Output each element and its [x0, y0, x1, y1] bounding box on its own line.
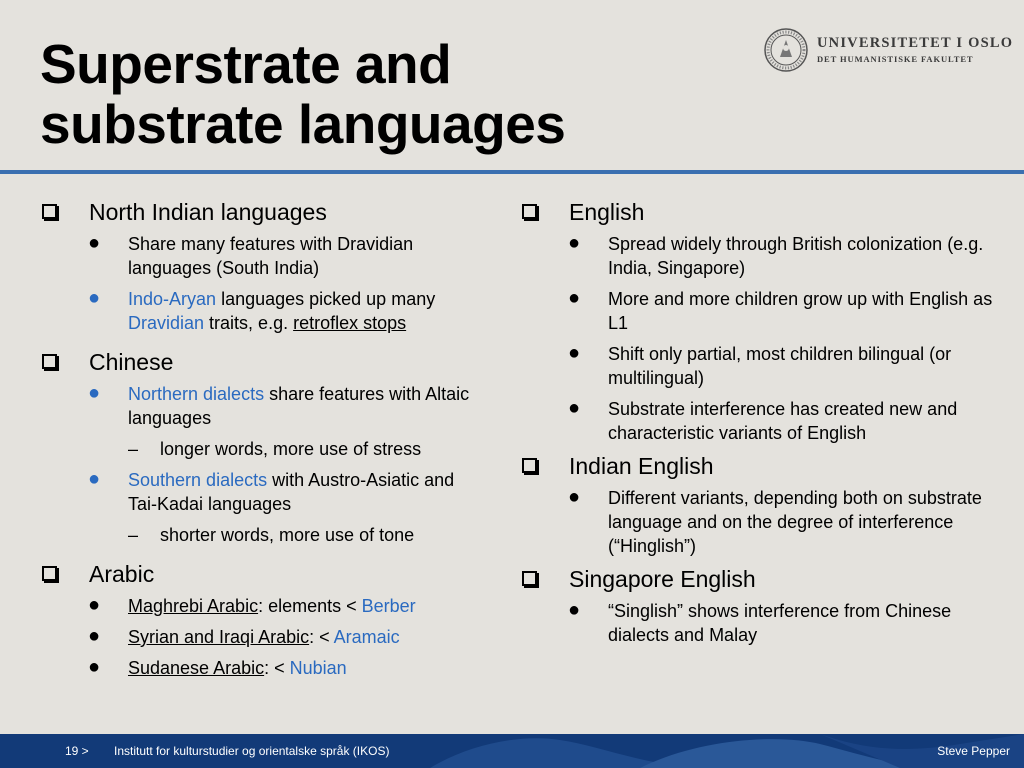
list-item: ● Syrian and Iraqi Arabic: < Aramaic — [88, 625, 400, 647]
footer-bar — [0, 734, 1024, 768]
link-southern-dialects[interactable]: Southern dialects — [128, 470, 268, 490]
bullet-icon: ● — [88, 287, 101, 309]
title-line-2: substrate languages — [40, 93, 566, 155]
link-nubian[interactable]: Nubian — [289, 658, 347, 678]
list-item: ● Sudanese Arabic: < Nubian — [88, 656, 347, 678]
bullet-icon: ● — [88, 656, 101, 678]
bullet-icon: ● — [568, 397, 581, 419]
heading-indian-english: Indian English — [569, 453, 714, 479]
list-item: ● “Singlish” shows interference from Chinese dialects and Malay — [568, 599, 952, 645]
bullet-icon: ● — [568, 486, 581, 508]
dash-bullet: – — [128, 439, 139, 459]
heading-north-indian: North Indian languages — [89, 199, 327, 225]
list-item: – longer words, more use of stress — [128, 439, 422, 459]
dash-bullet: – — [128, 525, 139, 545]
bullet-icon: ● — [88, 594, 101, 616]
checkbox-bullet-icon — [522, 204, 537, 219]
list-item — [520, 452, 1000, 480]
list-item: ● Different variants, depending both on substrate language and on the degree of interference (“Hinglish”) — [568, 486, 982, 556]
link-indo-aryan[interactable]: Indo-Aryan — [128, 289, 217, 309]
heading-chinese: Chinese — [89, 349, 174, 375]
slide-title — [40, 34, 565, 154]
list-item: ● Substrate interference has created new and characteristic variants of English — [568, 397, 958, 443]
list-item — [40, 560, 480, 588]
checkbox-bullet-icon — [42, 204, 57, 219]
checkbox-bullet-icon — [42, 566, 57, 581]
link-retroflex-stops[interactable]: retroflex stops — [293, 313, 407, 333]
checkbox-bullet-icon — [522, 458, 537, 473]
title-line-1: Superstrate and — [40, 33, 452, 95]
link-sudanese-arabic[interactable]: Sudanese Arabic — [128, 658, 265, 678]
list-item: ● Share many features with Dravidian languages (South India) — [88, 232, 414, 278]
bullet-icon: ● — [568, 232, 581, 254]
author-name: Steve Pepper — [937, 744, 1010, 758]
bullet-icon: ● — [568, 287, 581, 309]
title-divider — [0, 170, 1024, 174]
list-item: ● More and more children grow up with English as L1 — [568, 287, 993, 333]
faculty-name: DET HUMANISTISKE FAKULTET — [817, 54, 974, 64]
list-item — [40, 348, 480, 376]
list-item — [520, 565, 1000, 593]
link-northern-dialects[interactable]: Northern dialects — [128, 384, 265, 404]
university-seal-icon — [763, 27, 809, 73]
heading-arabic: Arabic — [89, 561, 155, 587]
right-column — [520, 198, 1000, 654]
link-syrian-iraqi-arabic[interactable]: Syrian and Iraqi Arabic — [128, 627, 310, 647]
list-item: ● Maghrebi Arabic: elements < Berber — [88, 594, 416, 616]
bullet-icon: ● — [568, 599, 581, 621]
list-item: ● Indo-Aryan languages picked up many Dravidian traits, e.g. retroflex stops — [88, 287, 436, 333]
list-item — [40, 198, 480, 226]
link-aramaic[interactable]: Aramaic — [333, 627, 400, 647]
bullet-icon: ● — [88, 625, 101, 647]
list-item: ● Spread widely through British colonization (e.g. India, Singapore) — [568, 232, 984, 278]
bullet-icon: ● — [568, 342, 581, 364]
link-dravidian[interactable]: Dravidian — [128, 313, 205, 333]
checkbox-bullet-icon — [522, 571, 537, 586]
link-maghrebi-arabic[interactable]: Maghrebi Arabic — [128, 596, 259, 616]
list-item: ● Northern dialects share features with Altaic languages — [88, 382, 470, 428]
bullet-icon: ● — [88, 382, 101, 404]
bullet-icon: ● — [88, 468, 101, 490]
checkbox-bullet-icon — [42, 354, 57, 369]
list-item: ● Southern dialects with Austro-Asiatic and Tai-Kadai languages — [88, 468, 455, 514]
left-column — [40, 198, 480, 687]
list-item: ● Shift only partial, most children bilingual (or multilingual) — [568, 342, 952, 388]
institute-name: Institutt for kulturstudier og orientalske språk (IKOS) — [114, 744, 390, 758]
list-item: – shorter words, more use of tone — [128, 525, 415, 545]
heading-singapore-english: Singapore English — [569, 566, 756, 592]
university-name: UNIVERSITETET I OSLO — [817, 35, 1014, 51]
heading-english: English — [569, 199, 645, 225]
page-number: 19 > — [65, 744, 89, 758]
link-berber[interactable]: Berber — [361, 596, 416, 616]
list-item — [520, 198, 1000, 226]
university-logo[interactable] — [763, 27, 1014, 77]
bullet-icon: ● — [88, 232, 101, 254]
